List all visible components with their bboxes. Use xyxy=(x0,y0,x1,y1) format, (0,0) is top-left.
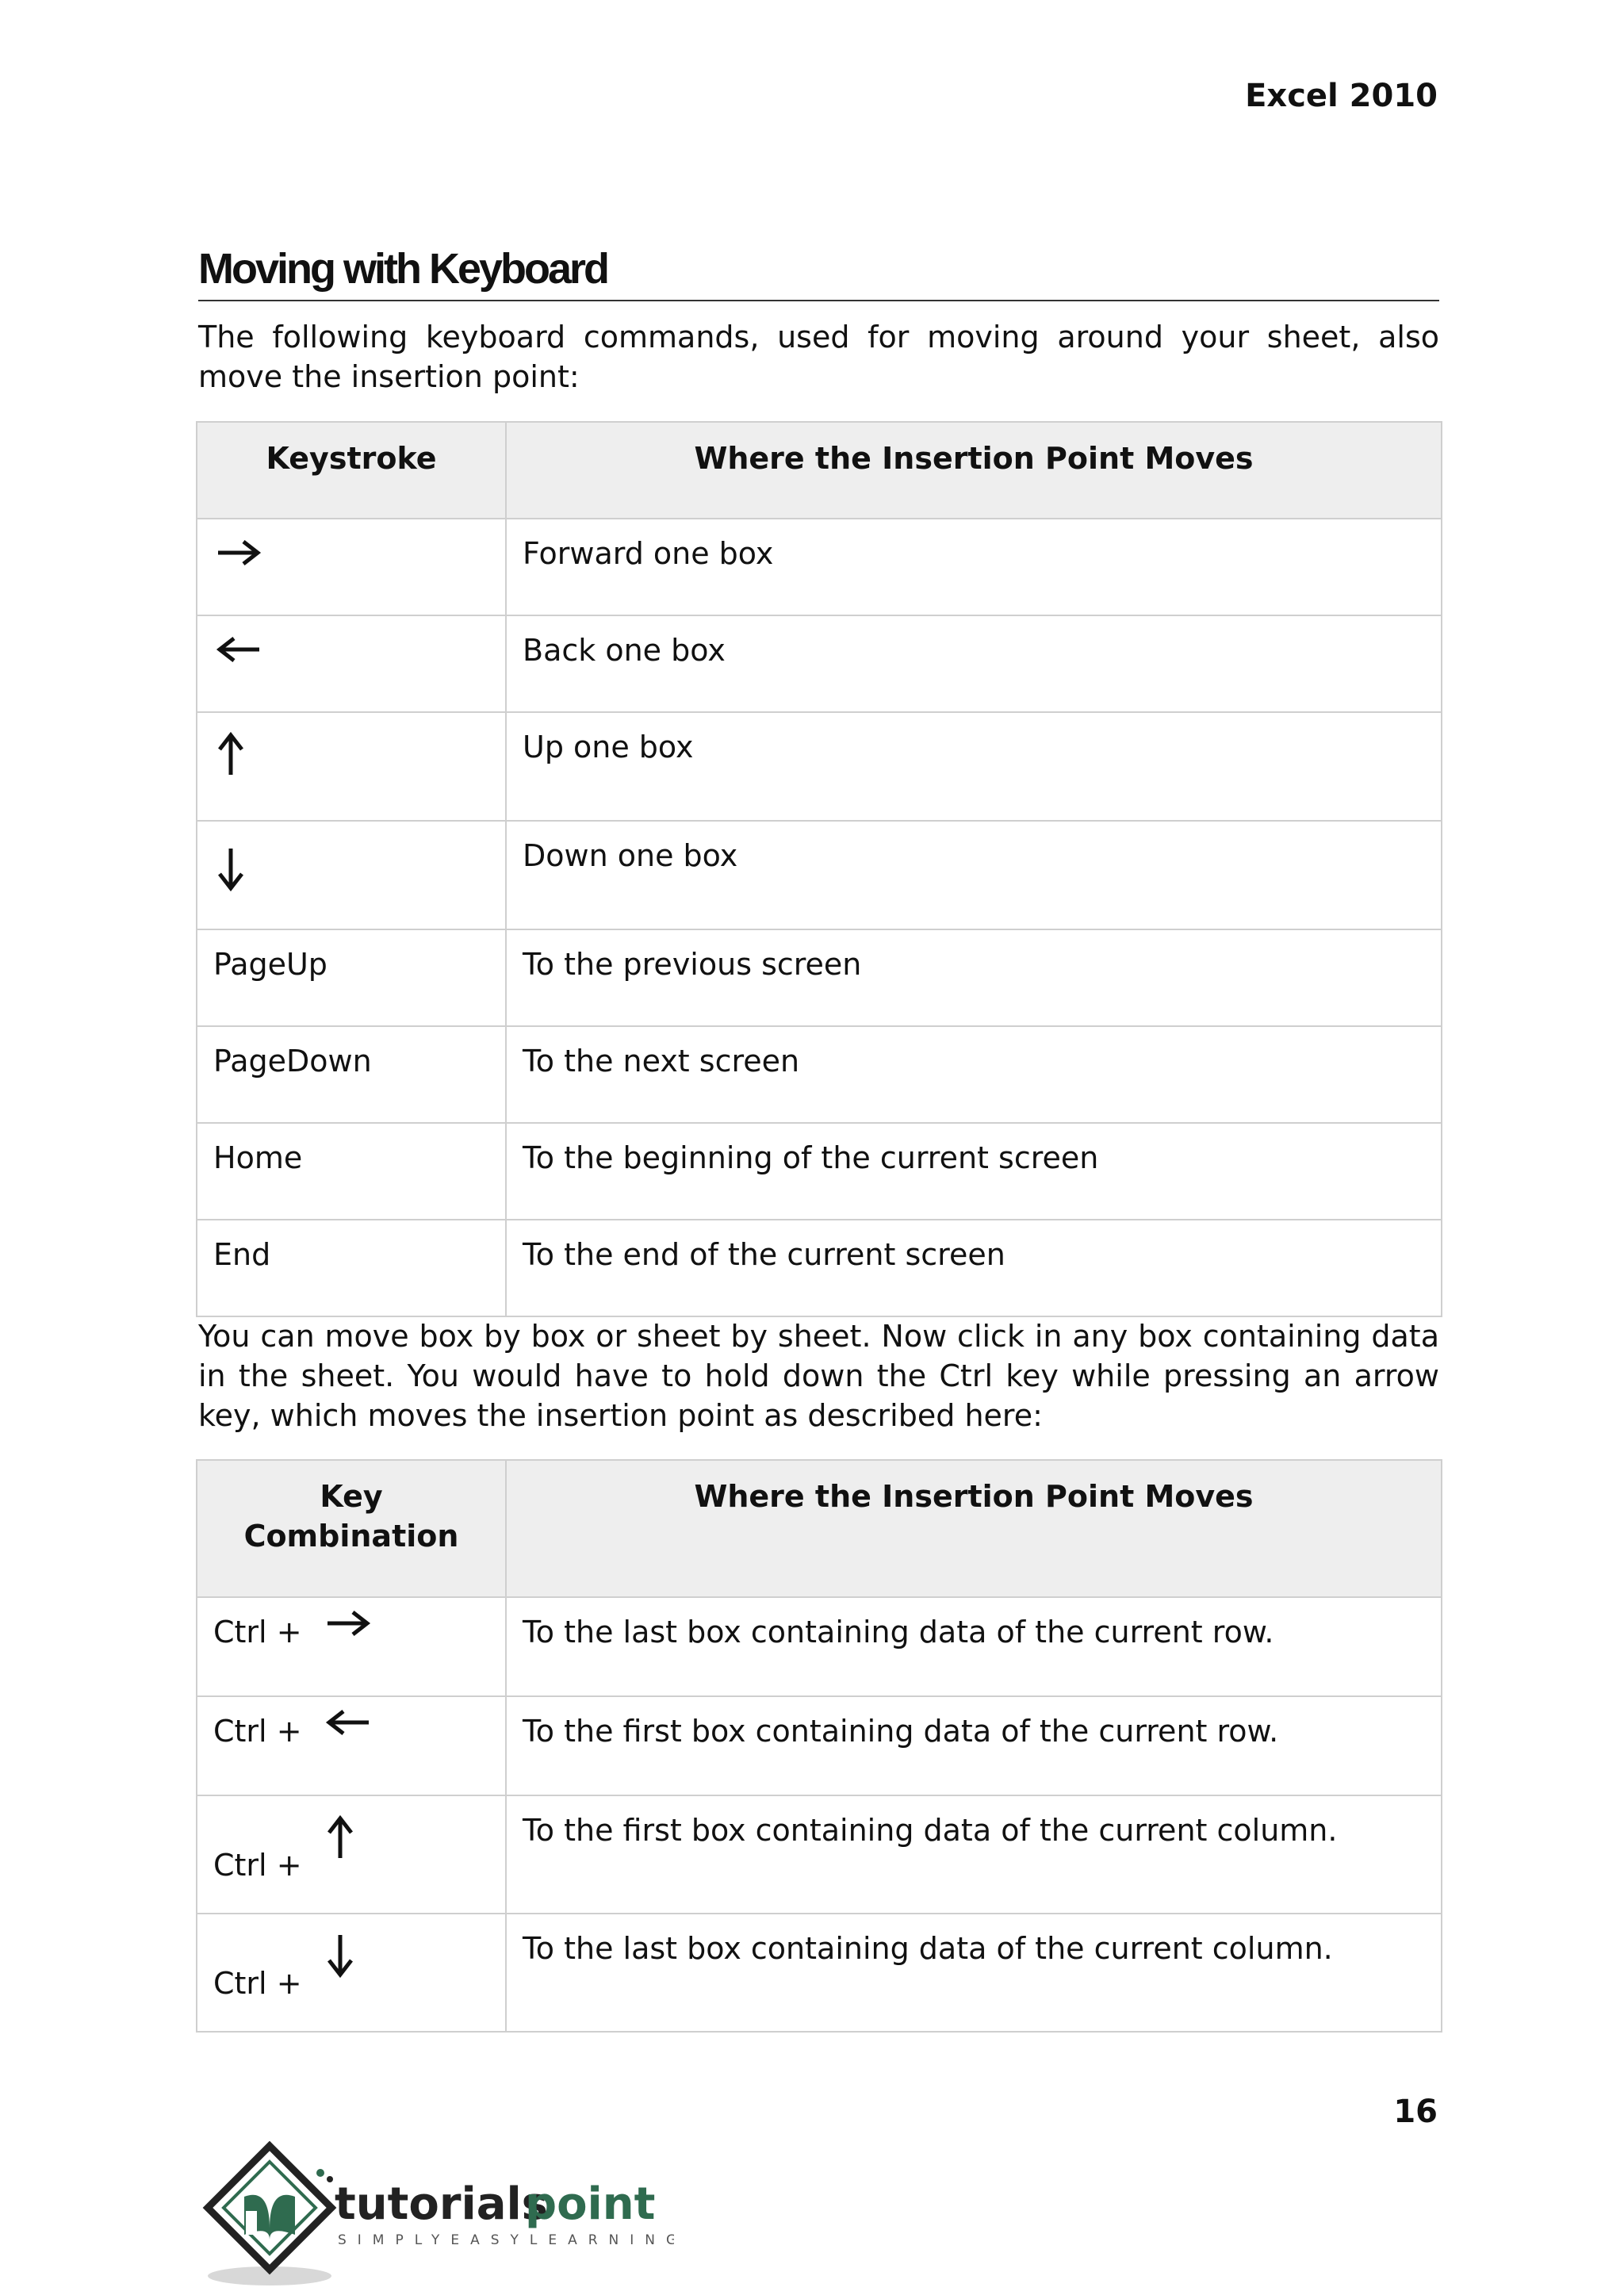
where-cell: Forward one box xyxy=(506,519,1442,615)
table-row xyxy=(197,1123,1442,1220)
where-cell: To the beginning of the current screen xyxy=(506,1123,1442,1220)
table-row xyxy=(197,1696,1442,1795)
table-row xyxy=(197,1220,1442,1316)
table-row xyxy=(197,1795,1442,1914)
key-combination-cell xyxy=(197,1696,506,1795)
table-row xyxy=(197,519,1442,615)
left-arrow-icon xyxy=(213,632,264,667)
column-header-keystroke: Keystroke xyxy=(197,422,506,519)
down-arrow-icon xyxy=(312,1930,358,1981)
table-row xyxy=(197,1597,1442,1696)
where-cell: Down one box xyxy=(506,821,1442,929)
right-arrow-icon xyxy=(312,1614,373,1641)
table-row xyxy=(197,821,1442,929)
where-cell: To the last box containing data of the current row. xyxy=(506,1597,1442,1696)
ctrl-key-label: Ctrl + xyxy=(213,1966,302,2001)
keystroke-cell: PageDown xyxy=(197,1026,506,1123)
logo-graphic xyxy=(198,2141,674,2292)
ctrl-key-label: Ctrl + xyxy=(213,1848,302,1883)
key-combination-cell xyxy=(197,1914,506,2032)
svg-text:point: point xyxy=(525,2178,656,2230)
right-arrow-icon xyxy=(213,535,264,570)
svg-text:SIMPLYEASYLEARNING: SIMPLYEASYLEARNING xyxy=(338,2232,674,2248)
down-arrow-icon xyxy=(213,837,248,895)
column-header-key-combination: Key Combination xyxy=(197,1460,506,1597)
where-cell: Back one box xyxy=(506,615,1442,712)
page-number: 16 xyxy=(1393,2094,1438,2130)
up-arrow-icon xyxy=(213,729,248,780)
intro-paragraph: The following keyboard commands, used for moving around your sheet, also move the insertion point: xyxy=(198,320,1439,394)
keystroke-cell: End xyxy=(197,1220,506,1316)
keystroke-cell xyxy=(197,821,506,929)
table-row xyxy=(197,712,1442,821)
up-arrow-icon xyxy=(312,1812,358,1863)
column-header-where: Where the Insertion Point Moves xyxy=(506,1460,1442,1597)
running-header: Excel 2010 xyxy=(1245,78,1438,114)
where-cell: To the first box containing data of the current row. xyxy=(506,1696,1442,1795)
where-cell: Up one box xyxy=(506,712,1442,821)
where-cell: To the next screen xyxy=(506,1026,1442,1123)
table-row xyxy=(197,615,1442,712)
tutorialspoint-logo xyxy=(198,2141,674,2292)
table-header-row xyxy=(197,422,1442,519)
keystroke-cell: PageUp xyxy=(197,929,506,1026)
key-combination-table xyxy=(196,1459,1442,2033)
ctrl-key-label: Ctrl + xyxy=(213,1615,302,1649)
key-combination-cell xyxy=(197,1795,506,1914)
where-cell: To the previous screen xyxy=(506,929,1442,1026)
keystroke-cell xyxy=(197,615,506,712)
keystroke-table xyxy=(196,421,1442,1317)
keystroke-cell: Home xyxy=(197,1123,506,1220)
where-cell: To the last box containing data of the current column. xyxy=(506,1914,1442,2032)
key-combination-cell xyxy=(197,1597,506,1696)
ctrl-key-label: Ctrl + xyxy=(213,1714,302,1749)
where-cell: To the end of the current screen xyxy=(506,1220,1442,1316)
left-arrow-icon xyxy=(312,1713,373,1740)
table-row xyxy=(197,1914,1442,2032)
where-cell: To the first box containing data of the current column. xyxy=(506,1795,1442,1914)
keystroke-cell xyxy=(197,712,506,821)
svg-text:tutorials: tutorials xyxy=(335,2178,549,2230)
table-row xyxy=(197,929,1442,1026)
table-row xyxy=(197,1026,1442,1123)
keystroke-cell xyxy=(197,519,506,615)
table-header-row xyxy=(197,1460,1442,1597)
ctrl-paragraph: You can move box by box or sheet by sheet. Now click in any box containing data in the sheet. You would have to hold down the Ctrl key while pressing an arrow key, which moves the insertion point as described here: xyxy=(198,1319,1439,1433)
section-title: Moving with Keyboard xyxy=(198,244,1439,301)
column-header-where: Where the Insertion Point Moves xyxy=(506,422,1442,519)
